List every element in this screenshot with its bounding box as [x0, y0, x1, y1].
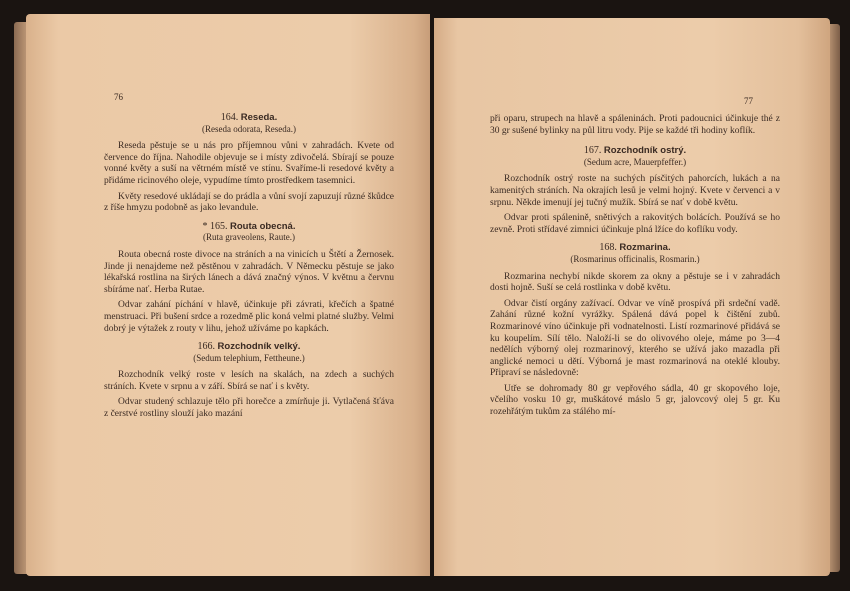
paragraph: Květy resedové ukládají se do prádla a vůní svojí zapuzují různé škůdce z říše hmyzu podobně as jako levandule.	[104, 191, 394, 214]
paragraph: Rozmarina nechybí nikde skorem za okny a pěstuje se i v zahradách dosti hojně. Suší se celá rostlinka v době květu.	[490, 271, 780, 294]
paragraph: Rozchodník velký roste v lesích na skalách, na zdech a suchých stráních. Kvete v srpnu a v září. Sbírá se nať i s květy.	[104, 370, 394, 392]
paragraph: Odvar studený schlazuje tělo při horečce a zmírňuje ji. Vytlačená šťáva z čerstvé rostliny slouží jako mazání	[104, 397, 394, 420]
section-rozmarina	[490, 242, 780, 418]
latin-name: (Sedum telephium, Fettheune.)	[193, 352, 305, 363]
section-title: Rozmarina.	[619, 242, 671, 254]
left-page	[26, 14, 430, 576]
paragraph: Odvar zahání píchání v hlavě, účinkuje při závrati, křečích a špatné menstruaci. Při bušení srdce a rozedmě plic koná velmi platné služby. Velmi dobrý je výtažek z routy v lihu, jehož užíváme po kapkách.	[104, 300, 394, 334]
section-reseda	[104, 112, 394, 215]
section-heading	[490, 145, 780, 157]
section-heading	[490, 242, 780, 254]
page-number-left: 76	[114, 92, 123, 102]
left-text-column	[104, 110, 394, 427]
paragraph: Utře se dohromady 80 gr vepřového sádla, 40 gr skopového loje, včelího vosku 10 gr, muškátové máslo 5 gr, jalovcový olej 5 gr. Ku rozehřátým tukům za stálého mí-	[490, 383, 780, 418]
section-rozchodnik-velky	[104, 341, 394, 421]
section-number: * 165.	[202, 220, 228, 232]
section-heading	[104, 341, 394, 353]
paragraph: Routa obecná roste divoce na stráních a na vinicích u Štětí a Žernosek. Jinde ji nenajdeme než pěstěnou v zahradách. V Německu pěstuje se jako lékařská rostlina na širých lánech a dává značný výnos. V květnu a červnu sbíráme nať. Herba Rutae.	[104, 249, 394, 295]
paragraph: Odvar čistí orgány zažívací. Odvar ve víně prospívá při srdeční vadě. Zahání různé kožní vyrážky. Spálená dává popel k čištění zubů. Rozmarinové víno účinkuje při vodnatelnosti. Listí rozmarinové přidává se ku koupelím. Sílí tělo. Naloží-li se do olivového oleje, máme po 3—4 nedělích výborný olej rozmarinový, kterého se užívá jako mazadla při anglické nemoci u dětí. Výborná je mast rozmarinová na oteklé klouby. Připraví se následovně:	[490, 298, 780, 379]
paragraph: Odvar proti spálenině, snětivých a rakovitých bolácích. Používá se ho zevně. Proti střídavé zimnici účinkuje plná lžíce do koflíku vody.	[490, 213, 780, 235]
latin-name: (Rosmarinus officinalis, Rosmarin.)	[570, 253, 700, 264]
right-text-column	[490, 114, 780, 425]
section-number: 166.	[197, 341, 216, 353]
open-book	[8, 8, 844, 584]
section-title: Rozchodník ostrý.	[603, 145, 687, 157]
section-title: Reseda.	[240, 112, 278, 123]
section-title: Rozchodník velký.	[217, 341, 301, 353]
section-heading	[104, 112, 394, 124]
section-number: 168.	[599, 242, 617, 254]
section-routa	[104, 221, 394, 335]
paragraph: Rozchodník ostrý roste na suchých písčitých pahorcích, lukách a na kamenitých stráních. Na okrajích lesů je velmi hojný. Kvete v červenci a v srpnu. Někde imenují jej tučný mužík. Sbírá se nať v době květu.	[490, 174, 780, 208]
latin-name: (Ruta graveolens, Raute.)	[203, 232, 295, 243]
latin-name: (Reseda odorata, Reseda.)	[202, 123, 296, 134]
section-title: Routa obecná.	[230, 220, 296, 232]
right-page	[434, 18, 830, 576]
section-rozchodnik-ostry	[490, 145, 780, 236]
paragraph: Reseda pěstuje se u nás pro příjemnou vůni v zahradách. Kvete od července do října. Nahodile objevuje se i místy zdivočelá. Sbírají se pouze vonné květy a suší na větrném místě ve stínu. Svaříme-li resedové květy a přidáme ricinového oleje, vypudíme tímto prostředkem tasemnici.	[104, 141, 394, 186]
page-number-right: 77	[744, 96, 753, 106]
section-number: 167.	[583, 145, 602, 157]
section-heading	[104, 221, 394, 233]
section-number: 164.	[220, 112, 239, 123]
continued-paragraph: při oparu, strupech na hlavě a spáleninách. Proti padoucnici účinkuje thé z 30 gr sušené bylinky na půl litru vody. Pije se každé tři hodiny koflík.	[490, 114, 780, 136]
latin-name: (Sedum acre, Mauerpfeffer.)	[583, 156, 687, 167]
